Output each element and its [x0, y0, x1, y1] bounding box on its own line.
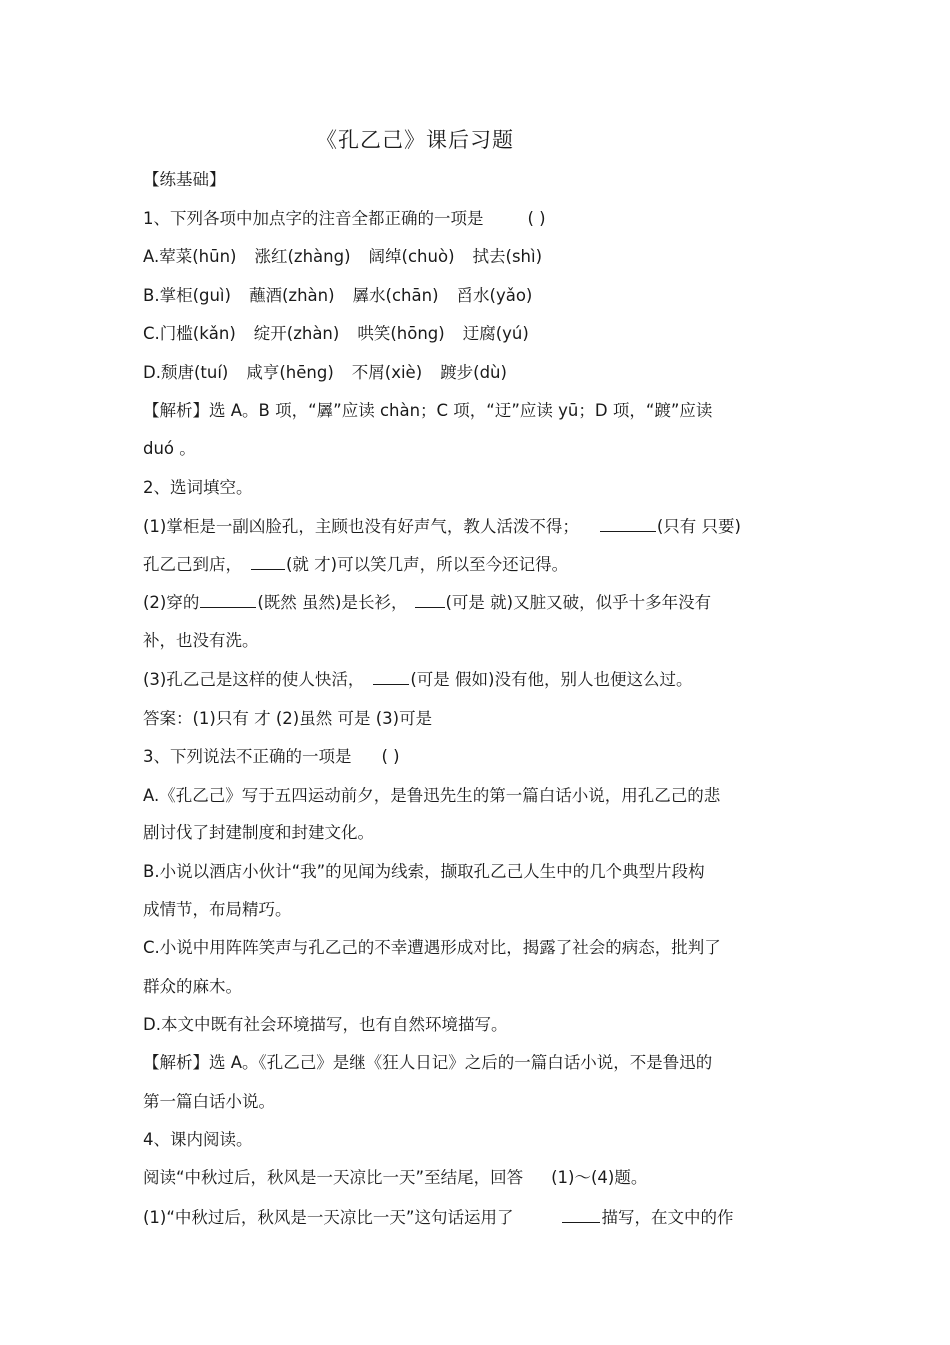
- option-a-item-2: 涨红(zhàng): [254, 247, 351, 266]
- q4-s1-text: (1)“中秋过后，秋风是一天凉比一天”这句话运用了: [143, 1208, 514, 1227]
- section-heading: 【练基础】: [143, 170, 226, 189]
- option-a-item-4: 拭去(shì): [472, 247, 543, 266]
- q3-option-c-line-1: C.小说中用阵阵笑声与孔乙己的不幸遭遇形成对比，揭露了社会的病态，批判了: [143, 938, 721, 957]
- q3-option-a-line-2: 剧讨伐了封建制度和封建文化。: [143, 823, 374, 842]
- option-c-item-1: C.门槛(kǎn): [143, 324, 236, 343]
- q2-s2-options-1: (既然 虽然)是长衫，: [257, 593, 408, 612]
- q3-answer-paren: ( ): [381, 747, 400, 766]
- page-title: 《孔乙己》课后习题: [316, 128, 514, 152]
- q1-option-c: [143, 323, 529, 345]
- option-d-item-4: 踱步(dù): [440, 363, 507, 382]
- q2-s3-options: (可是 假如)没有他，别人也便这么过。: [410, 670, 693, 689]
- option-d-item-2: 咸亨(hēng): [246, 363, 334, 382]
- q2-s1b-options: (就 才)可以笑几声，所以至今还记得。: [286, 555, 569, 574]
- option-d-item-3: 不屑(xiè): [351, 363, 423, 382]
- q4-question-range: (1)～(4)题。: [551, 1168, 648, 1187]
- fill-blank-1[interactable]: [600, 517, 656, 532]
- q2-sentence-3: [143, 669, 693, 691]
- q3-option-a-line-1: A.《孔乙己》写于五四运动前夕，是鲁迅先生的第一篇白话小说，用孔乙己的悲: [143, 786, 721, 805]
- q1-stem: [143, 208, 546, 230]
- q2-s2-options-2: (可是 就)又脏又破，似乎十多年没有: [445, 593, 712, 612]
- q3-analysis-line-2: 第一篇白话小说。: [143, 1092, 275, 1111]
- option-a-item-3: 阔绰(chuò): [368, 247, 455, 266]
- q3-stem: [143, 746, 400, 768]
- q4-sub-1: [143, 1207, 733, 1229]
- q2-s1-options: (只有 只要): [656, 517, 741, 536]
- fill-blank-5[interactable]: [373, 670, 409, 685]
- q3-stem-text: 3、下列说法不正确的一项是: [143, 747, 352, 766]
- q2-s3-text: (3)孔乙己是这样的使人快活，: [143, 670, 365, 689]
- q1-analysis-line-2: duó 。: [143, 439, 196, 458]
- q3-option-d: D.本文中既有社会环境描写，也有自然环境描写。: [143, 1015, 508, 1034]
- q4-intro: [143, 1167, 647, 1189]
- option-a-item-1: A.荤菜(hūn): [143, 247, 237, 266]
- q1-answer-paren: ( ): [527, 209, 546, 228]
- q1-analysis-line-1: 【解析】选 A。B 项，“羼”应读 chàn；C 项，“迂”应读 yū；D 项，“踱”应读: [143, 401, 713, 420]
- option-c-item-2: 绽开(zhàn): [253, 324, 340, 343]
- q2-s2-text: (2)穿的: [143, 593, 200, 612]
- q2-sentence-1a: [143, 516, 741, 538]
- q1-option-a: [143, 246, 542, 268]
- q2-sentence-2b: 补，也没有洗。: [143, 631, 259, 650]
- q3-option-b-line-2: 成情节，布局精巧。: [143, 900, 292, 919]
- q3-analysis-line-1: 【解析】选 A。《孔乙己》是继《狂人日记》之后的一篇白话小说，不是鲁迅的: [143, 1053, 713, 1072]
- option-c-item-4: 迂腐(yú): [462, 324, 529, 343]
- fill-blank-3[interactable]: [200, 593, 256, 608]
- q2-s1b-text: 孔乙己到店，: [143, 555, 242, 574]
- option-b-item-1: B.掌柜(guì): [143, 286, 231, 305]
- option-d-item-1: D.颓唐(tuí): [143, 363, 229, 382]
- q4-s1-tail: 描写，在文中的作: [601, 1208, 734, 1227]
- fill-blank-2[interactable]: [251, 555, 285, 570]
- q2-s1-text: (1)掌柜是一副凶脸孔，主顾也没有好声气，教人活泼不得；: [143, 517, 579, 536]
- option-b-item-3: 羼水(chān): [352, 286, 439, 305]
- option-b-item-4: 舀水(yǎo): [456, 286, 533, 305]
- q3-option-c-line-2: 群众的麻木。: [143, 977, 242, 996]
- q1-option-b: [143, 285, 532, 307]
- q3-option-b-line-1: B.小说以酒店小伙计“我”的见闻为线索，撷取孔乙己人生中的几个典型片段构: [143, 862, 705, 881]
- option-c-item-3: 哄笑(hōng): [357, 324, 445, 343]
- fill-blank-6[interactable]: [562, 1208, 600, 1223]
- q1-option-d: [143, 362, 507, 384]
- q2-sentence-1b: [143, 554, 568, 576]
- q2-stem: 2、选词填空。: [143, 478, 253, 497]
- q4-intro-text: 阅读“中秋过后，秋风是一天凉比一天”至结尾，回答: [143, 1168, 524, 1187]
- q2-sentence-2a: [143, 592, 711, 614]
- q1-stem-text: 1、下列各项中加点字的注音全都正确的一项是: [143, 209, 484, 228]
- q2-answer: 答案：(1)只有 才 (2)虽然 可是 (3)可是: [143, 709, 433, 728]
- option-b-item-2: 蘸酒(zhàn): [248, 286, 335, 305]
- q4-stem: 4、课内阅读。: [143, 1130, 253, 1149]
- fill-blank-4[interactable]: [415, 593, 445, 608]
